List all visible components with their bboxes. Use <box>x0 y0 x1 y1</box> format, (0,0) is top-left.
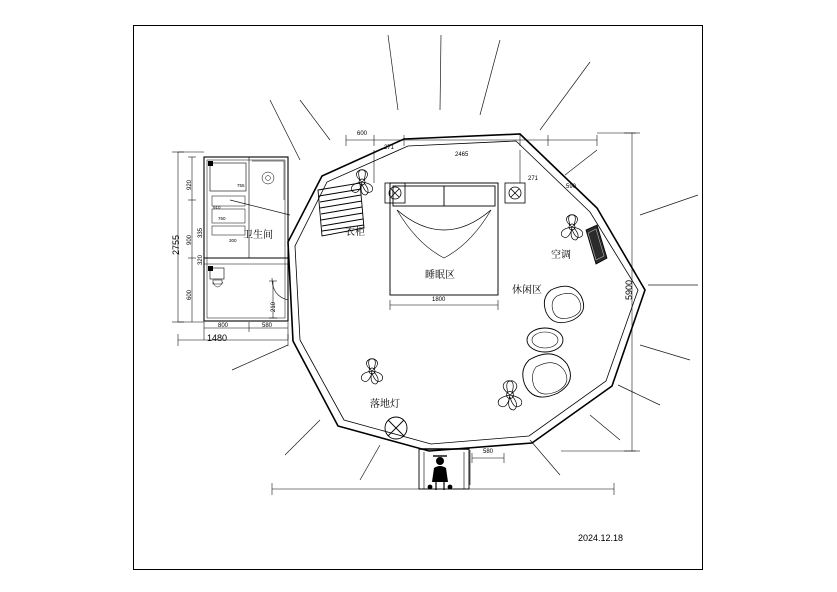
dim-top-2465: 2465 <box>455 152 469 158</box>
drawing-date: 2024.12.18 <box>578 533 624 543</box>
dim-bed-width: 1800 <box>432 297 446 303</box>
dim-bath-sub-300: 300 <box>229 238 237 243</box>
label-sleeping-area: 睡眠区 <box>425 270 455 281</box>
air-conditioner-unit <box>586 225 607 264</box>
dim-left-edge-210: 210 <box>271 301 277 312</box>
dim-bath-sub-800: 800 <box>218 323 229 329</box>
dim-bath-sub-580: 580 <box>262 323 273 329</box>
label-floor-lamp: 落地灯 <box>370 399 400 410</box>
dim-bath-small-755: 755 <box>237 183 245 188</box>
dim-door-width: 580 <box>483 449 494 455</box>
label-bathroom: 卫生间 <box>243 230 273 241</box>
room-outline-outer <box>288 134 645 451</box>
dim-bath-total-height: 2755 <box>171 234 181 255</box>
dim-bath-width: 1480 <box>207 333 228 343</box>
label-air-conditioner: 空调 <box>551 250 571 261</box>
dim-bath-seg-b: 900 <box>187 234 193 245</box>
dim-overall-height: 5900 <box>624 279 634 300</box>
dim-bath-seg-e: 320 <box>198 254 204 265</box>
floor-lamp-symbol <box>385 417 407 439</box>
dim-bath-small-910: 910 <box>213 205 221 210</box>
dim-bath-door: 760 <box>218 216 226 221</box>
dim-top-590: 590 <box>566 184 577 190</box>
entrance-door <box>419 449 469 490</box>
dim-bath-seg-a: 920 <box>187 179 193 190</box>
label-wardrobe: 衣柜 <box>345 227 365 238</box>
lounge-chairs <box>523 286 584 397</box>
dim-top-271-right: 271 <box>528 176 539 182</box>
dim-bath-seg-d: 335 <box>198 227 204 238</box>
dim-bath-seg-c: 600 <box>187 289 193 300</box>
dim-top-271-left: 271 <box>384 145 395 151</box>
label-leisure-area: 休闲区 <box>512 285 542 296</box>
dim-top-600: 600 <box>357 131 368 137</box>
